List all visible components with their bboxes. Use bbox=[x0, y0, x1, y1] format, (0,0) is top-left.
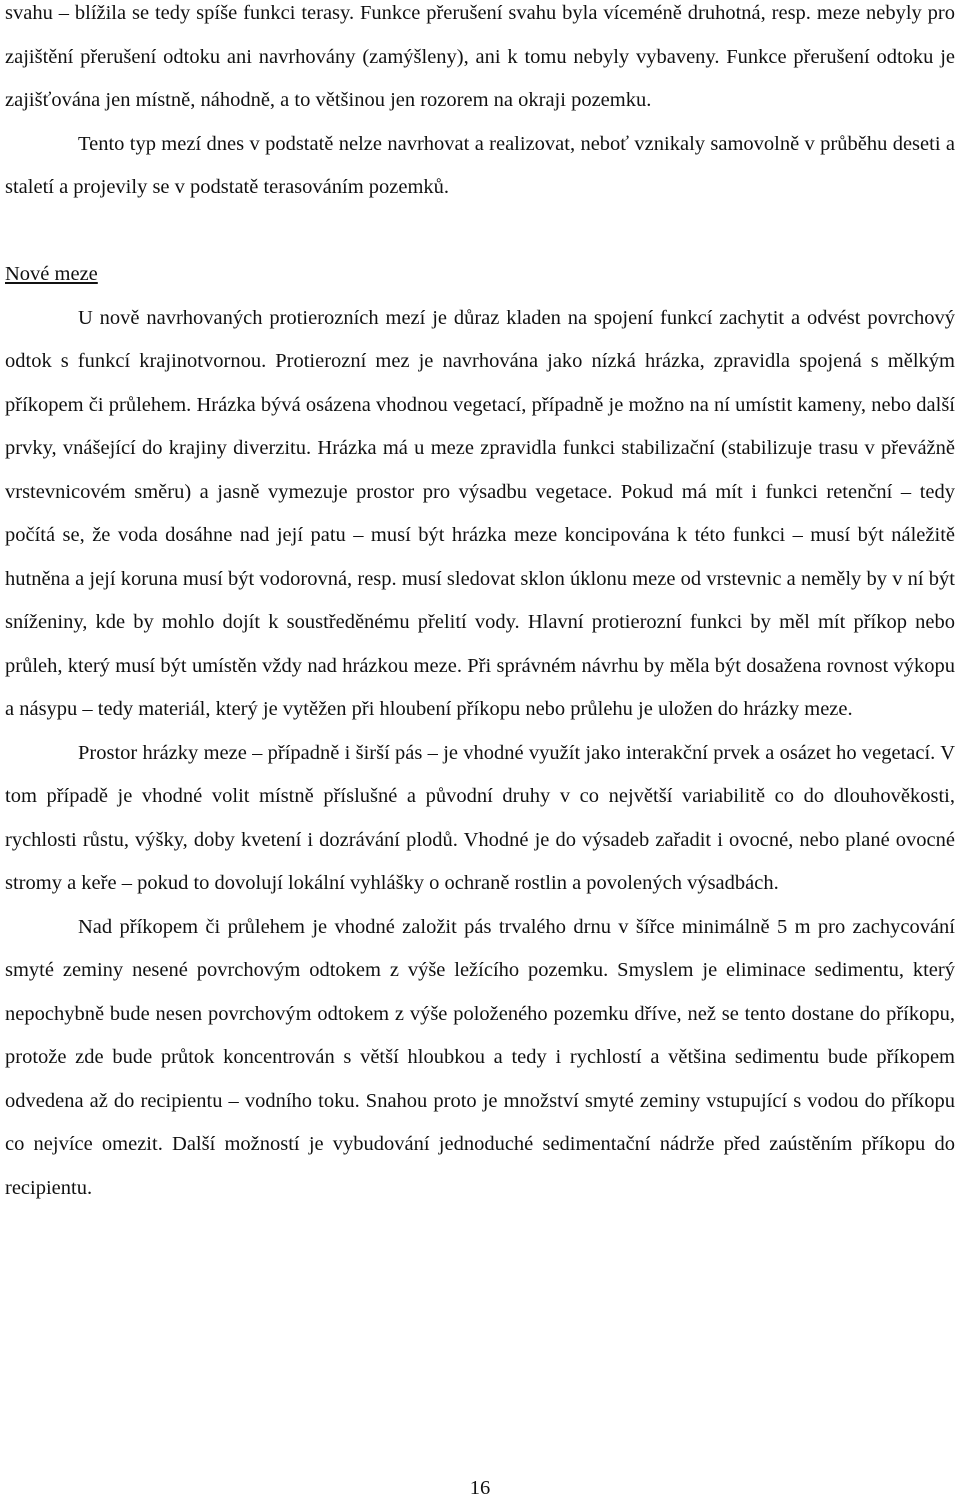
document-page bbox=[5, 0, 955, 1210]
paragraph-new-meze: U nově navrhovaných protierozních mezí je důraz kladen na spojení funkcí zachytit a odvést povrchový odtok s funkcí krajinotvornou. Protierozní mez je navrhována jako nízká hrázka, zpravidla spojená s mělkým příkopem či průlehem. Hrázka bývá osázena vhodnou vegetací, případně je možno na ní umístit kameny, nebo další prvky, vnášející do krajiny diverzitu. Hrázka má u meze zpravidla funkci stabilizační (stabilizuje trasu v převážně vrstevnicovém směru) a jasně vymezuje prostor pro výsadbu vegetace. Pokud má mít i funkci retenční – tedy počítá se, že voda dosáhne nad její patu – musí být hrázka meze koncipována k této funkci – musí být náležitě hutněna a její koruna musí být vodorovná, resp. musí sledovat sklon úklonu meze od vrstevnic a neměly by v ní být sníženiny, kde by mohlo dojít k soustředěnému přelití vody. Hlavní protierozní funkci by měl mít příkop nebo průleh, který musí být umístěn vždy nad hrázkou meze. Při správném návrhu by měla být dosažena rovnost výkopu a násypu – tedy materiál, který je vytěžen při hloubení příkopu nebo průlehu je uložen do hrázky meze. bbox=[5, 306, 955, 720]
paragraph-continuation: svahu – blížila se tedy spíše funkci terasy. Funkce přerušení svahu byla víceméně druhotná, resp. meze nebyly pro zajištění přerušení odtoku ani navrhovány (zamýšleny), ani k tomu nebyly vybaveny. Funkce přerušení odtoku je zajišťována jen místně, náhodně, a to většinou jen rozorem na okraji pozemku. bbox=[5, 2, 955, 111]
paragraph-vegetation: Prostor hrázky meze – případně i širší pás – je vhodné využít jako interakční prvek a osázet ho vegetací. V tom případě je vhodné volit místně příslušné a původní druhy v co největší variabilitě co do dlouhověkosti, rychlosti růstu, výšky, doby kvetení i dozrávání plodů. Vhodné je do výsadeb zařadit i ovocné, nebo plané ovocné stromy a keře – pokud to dovolují lokální vyhlášky o ochraně rostlin a povolených výsadbách. bbox=[5, 741, 955, 894]
paragraph-mez-types: Tento typ mezí dnes v podstatě nelze navrhovat a realizovat, neboť vznikaly samovolně v průběhu deseti a staletí a projevily se v podstatě terasováním pozemků. bbox=[5, 132, 955, 198]
page-number: 16 bbox=[469, 1477, 491, 1499]
section-heading: Nové meze bbox=[5, 263, 98, 285]
paragraph-grass-strip: Nad příkopem či průlehem je vhodné založit pás trvalého drnu v šířce minimálně 5 m pro zachycování smyté zeminy nesené povrchovým odtokem z výše ležícího pozemku. Smyslem je eliminace sedimentu, který nepochybně bude nesen povrchovým odtokem z výše položeného pozemku dříve, než se tento dostane do příkopu, protože zde bude průtok koncentrován s větší hloubkou a tedy i rychlostí a většina sedimentu bude příkopem odvedena až do recipientu – vodního toku. Snahou proto je množství smyté zeminy vstupující s vodou do příkopu co nejvíce omezit. Další možností je vybudování jednoduché sedimentační nádrže před zaústěním příkopu do recipientu. bbox=[5, 915, 955, 1199]
